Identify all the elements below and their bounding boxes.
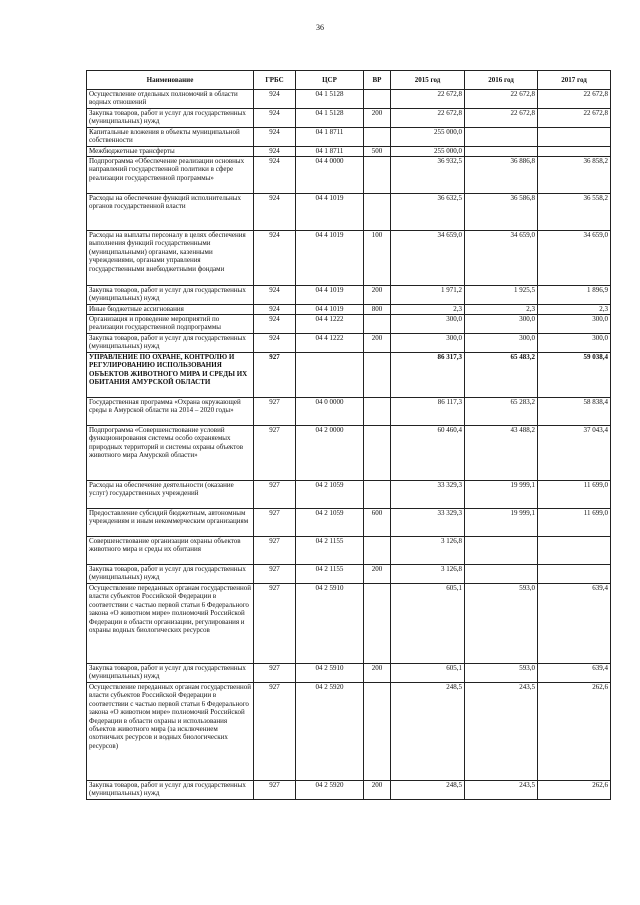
row-vr: 200 [364,334,391,353]
row-value-2017: 59 038,4 [538,353,611,398]
table-body [87,90,611,800]
row-vr [364,398,391,426]
row-value-2015: 300,0 [391,315,465,334]
row-value-2015: 248,5 [391,781,465,800]
row-csr [296,353,364,398]
row-value-2015: 255 000,0 [391,128,465,147]
row-value-2017 [538,147,611,157]
row-value-2016 [465,537,538,565]
table-row [87,509,611,537]
row-value-2015: 248,5 [391,683,465,781]
row-csr: 04 4 0000 [296,157,364,194]
header-2016: 2016 год [465,71,538,90]
row-value-2017 [538,128,611,147]
row-value-2015: 2,3 [391,305,465,315]
row-value-2016: 593,0 [465,584,538,664]
table-row [87,157,611,194]
row-name: Осуществление переданных органам государственной власти субъектов Российской Федерации в соответствии с частью первой статьи 6 Федерального закона «О животном мире» полномочий Российской Федерации в области охраны и использования объектов животного мира (за исключением охотничьих ресурсов и водных биологических ресурсов) [87,683,254,781]
page-number: 36 [316,23,324,32]
row-value-2016: 19 999,1 [465,509,538,537]
table-row [87,426,611,481]
row-name: Государственная программа «Охрана окружающей среды в Амурской области на 2014 – 2020 годы» [87,398,254,426]
row-value-2017: 11 699,0 [538,509,611,537]
table-row [87,109,611,128]
row-name: Осуществление переданных органам государственной власти субъектов Российской Федерации в соответствии с частью первой статьи 6 Федерального закона «О животном мире» полномочий Российской Федерации в области организации, регулирования и охраны водных биологических ресурсов [87,584,254,664]
row-value-2016: 65 283,2 [465,398,538,426]
table-row [87,781,611,800]
row-value-2017: 1 896,9 [538,286,611,305]
table-row [87,664,611,683]
header-csr: ЦСР [296,71,364,90]
row-value-2016: 65 483,2 [465,353,538,398]
row-value-2016: 34 659,0 [465,231,538,286]
row-grbs: 927 [254,481,296,509]
row-csr: 04 4 1019 [296,194,364,231]
row-vr [364,537,391,565]
row-vr: 100 [364,231,391,286]
row-name: Расходы на выплаты персоналу в целях обеспечения выполнения функций государственными (муниципальными) органами, казенными учреждениями, органами управления государственными внебюджетными фондами [87,231,254,286]
table-row [87,90,611,109]
row-vr [364,683,391,781]
row-name: Капитальные вложения в объекты муниципальной собственности [87,128,254,147]
row-value-2016: 1 925,5 [465,286,538,305]
row-value-2015: 36 632,5 [391,194,465,231]
row-value-2016: 593,0 [465,664,538,683]
table-row [87,305,611,315]
row-csr: 04 2 5920 [296,781,364,800]
row-name: Закупка товаров, работ и услуг для государственных (муниципальных) нужд [87,109,254,128]
row-value-2015: 34 659,0 [391,231,465,286]
row-name: Совершенствование организации охраны объектов животного мира и среды их обитания [87,537,254,565]
row-csr: 04 4 1222 [296,315,364,334]
row-value-2017: 300,0 [538,334,611,353]
row-value-2015: 255 000,0 [391,147,465,157]
row-value-2015: 3 126,8 [391,537,465,565]
row-value-2016 [465,128,538,147]
row-value-2017: 639,4 [538,584,611,664]
row-value-2015: 22 672,8 [391,109,465,128]
row-grbs: 927 [254,398,296,426]
row-csr: 04 2 1059 [296,509,364,537]
header-name: Наименование [87,71,254,90]
row-grbs: 927 [254,584,296,664]
table-row [87,231,611,286]
row-grbs: 927 [254,509,296,537]
row-grbs: 924 [254,231,296,286]
row-name: Закупка товаров, работ и услуг для государственных (муниципальных) нужд [87,781,254,800]
row-grbs: 924 [254,147,296,157]
row-value-2015: 3 126,8 [391,565,465,584]
table-row [87,537,611,565]
row-value-2015: 36 932,5 [391,157,465,194]
row-csr: 04 4 1019 [296,286,364,305]
row-grbs: 927 [254,426,296,481]
row-value-2016: 22 672,8 [465,90,538,109]
row-vr: 200 [364,109,391,128]
row-value-2017: 22 672,8 [538,109,611,128]
row-vr: 200 [364,286,391,305]
row-value-2016: 300,0 [465,334,538,353]
row-value-2017: 22 672,8 [538,90,611,109]
table-row [87,481,611,509]
row-csr: 04 2 5910 [296,584,364,664]
table-row [87,286,611,305]
row-vr [364,481,391,509]
row-value-2017: 37 043,4 [538,426,611,481]
table-row [87,315,611,334]
header-vr: ВР [364,71,391,90]
row-value-2016 [465,565,538,584]
row-value-2015: 33 329,3 [391,481,465,509]
row-value-2016: 243,5 [465,683,538,781]
row-csr: 04 1 8711 [296,128,364,147]
row-value-2015: 86 117,3 [391,398,465,426]
header-2015: 2015 год [391,71,465,90]
row-csr: 04 4 1222 [296,334,364,353]
row-name: Закупка товаров, работ и услуг для государственных (муниципальных) нужд [87,334,254,353]
row-value-2016: 19 999,1 [465,481,538,509]
row-grbs: 927 [254,683,296,781]
row-value-2017: 11 699,0 [538,481,611,509]
row-value-2015: 60 460,4 [391,426,465,481]
row-value-2015: 22 672,8 [391,90,465,109]
row-value-2015: 300,0 [391,334,465,353]
row-value-2016: 36 886,8 [465,157,538,194]
row-value-2016: 22 672,8 [465,109,538,128]
row-csr: 04 4 1019 [296,231,364,286]
row-grbs: 924 [254,315,296,334]
table-row [87,584,611,664]
row-value-2015: 33 329,3 [391,509,465,537]
row-value-2016: 2,3 [465,305,538,315]
row-value-2017: 262,6 [538,683,611,781]
row-name: Закупка товаров, работ и услуг для государственных (муниципальных) нужд [87,664,254,683]
row-value-2017: 36 558,2 [538,194,611,231]
row-csr: 04 2 1155 [296,537,364,565]
table-row [87,683,611,781]
row-value-2017: 36 858,2 [538,157,611,194]
row-vr: 500 [364,147,391,157]
row-grbs: 927 [254,537,296,565]
row-csr: 04 0 0000 [296,398,364,426]
table-row [87,128,611,147]
row-vr: 200 [364,781,391,800]
row-name: Организация и проведение мероприятий по реализации государственной подпрограммы [87,315,254,334]
row-name: Закупка товаров, работ и услуг для государственных (муниципальных) нужд [87,286,254,305]
row-value-2017 [538,537,611,565]
row-csr: 04 4 1019 [296,305,364,315]
row-csr: 04 1 8711 [296,147,364,157]
row-value-2016: 43 488,2 [465,426,538,481]
row-value-2017: 2,3 [538,305,611,315]
row-name: Подпрограмма «Совершенствование условий функционирования системы особо охраняемых природных территорий и системы охраны объектов животного мира Амурской области» [87,426,254,481]
row-csr: 04 2 5920 [296,683,364,781]
row-grbs: 927 [254,565,296,584]
table-row [87,147,611,157]
row-grbs: 927 [254,781,296,800]
row-vr: 200 [364,664,391,683]
row-grbs: 924 [254,305,296,315]
row-name: УПРАВЛЕНИЕ ПО ОХРАНЕ, КОНТРОЛЮ И РЕГУЛИРОВАНИЮ ИСПОЛЬЗОВАНИЯ ОБЪЕКТОВ ЖИВОТНОГО МИРА И СРЕДЫ ИХ ОБИТАНИЯ АМУРСКОЙ ОБЛАСТИ [87,353,254,398]
row-vr: 600 [364,509,391,537]
row-vr [364,90,391,109]
row-vr [364,194,391,231]
row-value-2015: 86 317,3 [391,353,465,398]
table-row [87,334,611,353]
row-name: Предоставление субсидий бюджетным, автономным учреждениям и иным некоммерческим организациям [87,509,254,537]
row-value-2017: 639,4 [538,664,611,683]
row-vr [364,426,391,481]
table-row [87,194,611,231]
row-grbs: 927 [254,664,296,683]
row-grbs: 924 [254,286,296,305]
row-grbs: 927 [254,353,296,398]
table-row [87,398,611,426]
row-value-2017: 58 838,4 [538,398,611,426]
row-name: Закупка товаров, работ и услуг для государственных (муниципальных) нужд [87,565,254,584]
row-value-2017 [538,565,611,584]
row-grbs: 924 [254,90,296,109]
row-csr: 04 1 5128 [296,109,364,128]
row-csr: 04 2 0000 [296,426,364,481]
row-value-2016 [465,147,538,157]
row-value-2017: 300,0 [538,315,611,334]
row-value-2016: 36 586,8 [465,194,538,231]
row-grbs: 924 [254,109,296,128]
row-grbs: 924 [254,128,296,147]
row-name: Иные бюджетные ассигнования [87,305,254,315]
header-row [87,71,611,90]
row-vr [364,315,391,334]
budget-table [86,70,611,800]
row-value-2015: 1 971,2 [391,286,465,305]
table-row [87,353,611,398]
row-vr [364,584,391,664]
row-csr: 04 1 5128 [296,90,364,109]
row-csr: 04 2 1155 [296,565,364,584]
row-value-2016: 243,5 [465,781,538,800]
row-vr [364,128,391,147]
row-grbs: 924 [254,157,296,194]
row-vr: 800 [364,305,391,315]
row-vr: 200 [364,565,391,584]
row-value-2017: 34 659,0 [538,231,611,286]
row-value-2017: 262,6 [538,781,611,800]
row-name: Подпрограмма «Обеспечение реализации основных направлений государственной политики в сфере реализации государственной программы» [87,157,254,194]
row-value-2015: 605,1 [391,664,465,683]
row-vr [364,353,391,398]
row-value-2016: 300,0 [465,315,538,334]
header-grbs: ГРБС [254,71,296,90]
row-name: Межбюджетные трансферты [87,147,254,157]
row-grbs: 924 [254,194,296,231]
row-name: Расходы на обеспечение деятельности (оказание услуг) государственных учреждений [87,481,254,509]
table-row [87,565,611,584]
row-csr: 04 2 5910 [296,664,364,683]
row-vr [364,157,391,194]
row-grbs: 924 [254,334,296,353]
row-value-2015: 605,1 [391,584,465,664]
row-name: Расходы на обеспечение функций исполнительных органов государственной власти [87,194,254,231]
row-name: Осуществление отдельных полномочий в области водных отношений [87,90,254,109]
row-csr: 04 2 1059 [296,481,364,509]
header-2017: 2017 год [538,71,611,90]
